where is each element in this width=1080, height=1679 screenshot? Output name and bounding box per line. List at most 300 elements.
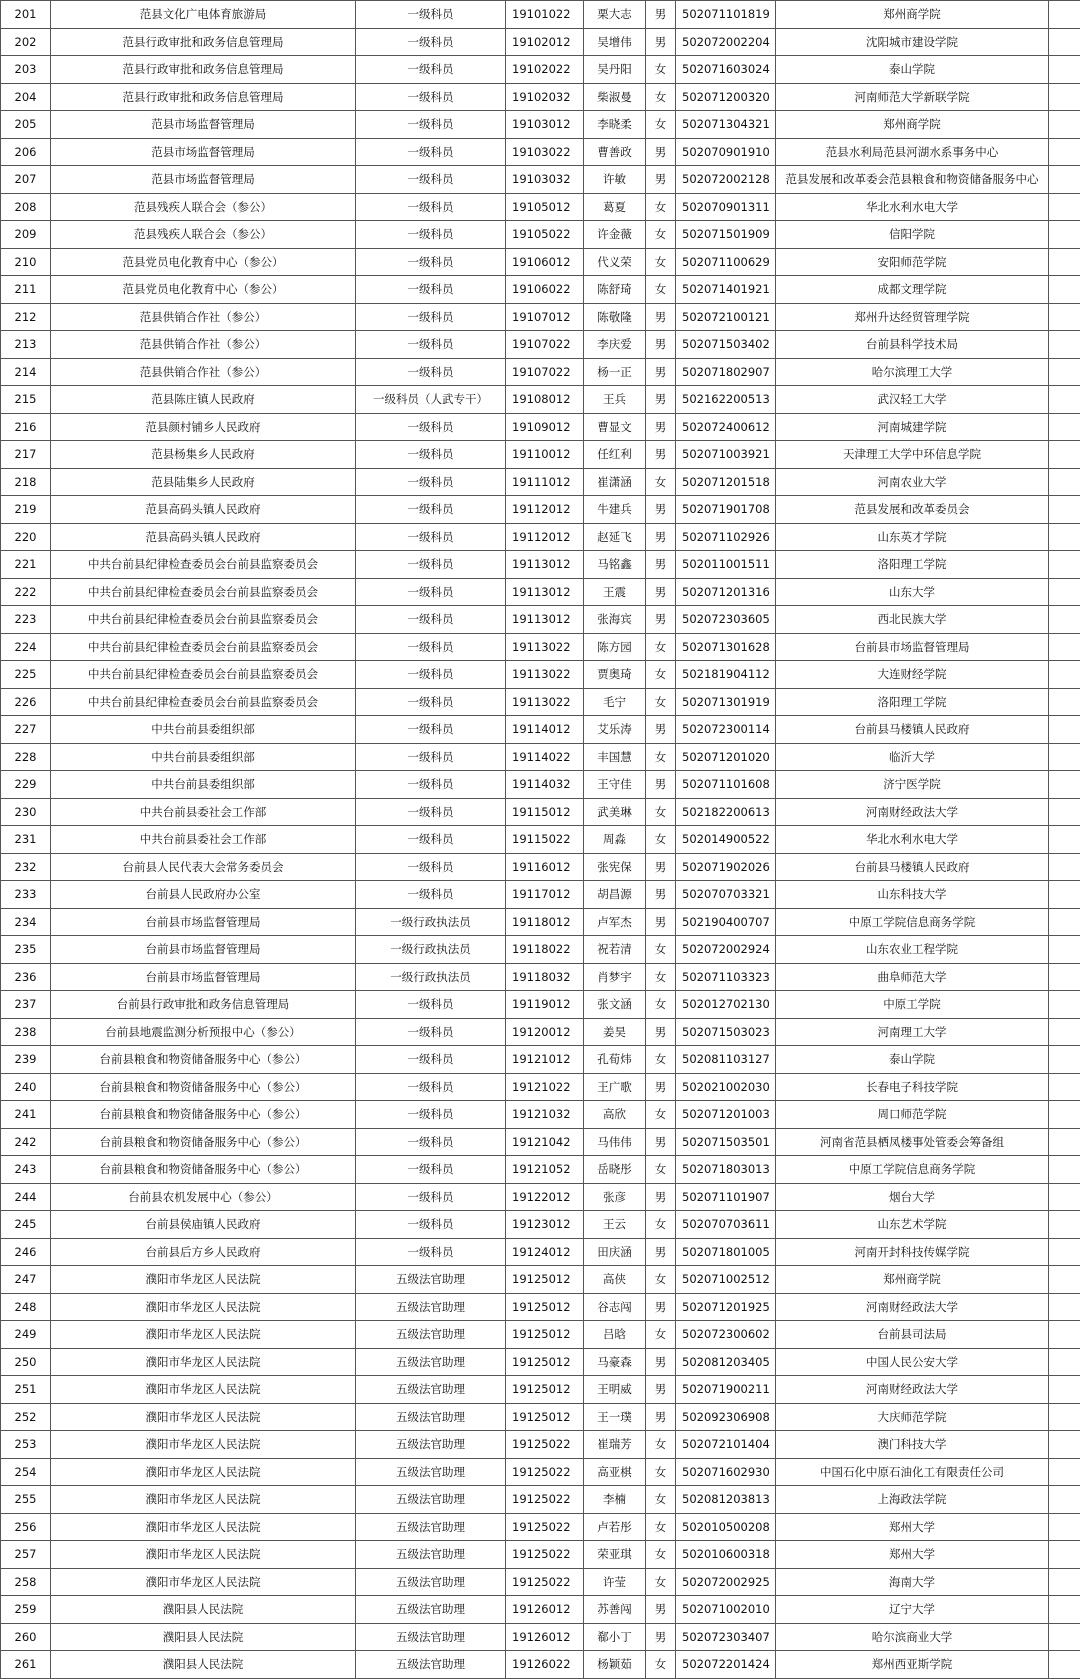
position-code-cell: 19121012 [506, 1046, 584, 1074]
work-school-cell: 郑州商学院 [776, 1266, 1049, 1294]
unit-cell: 濮阳市华龙区人民法院 [51, 1486, 356, 1514]
seq-cell: 233 [1, 881, 51, 909]
table-row [1, 606, 1080, 634]
ticket-number-cell: 502071003921 [676, 441, 776, 469]
ticket-number-cell: 502072300114 [676, 716, 776, 744]
ticket-number-cell: 502071101819 [676, 1, 776, 29]
position-code-cell: 19125022 [506, 1568, 584, 1596]
remark-cell [1049, 1348, 1080, 1376]
table-row [1, 83, 1080, 111]
unit-cell: 范县残疾人联合会（参公） [51, 221, 356, 249]
ticket-number-cell: 502071301919 [676, 688, 776, 716]
gender-cell: 男 [646, 166, 676, 194]
remark-cell [1049, 1101, 1080, 1129]
seq-cell: 241 [1, 1101, 51, 1129]
table-row [1, 1541, 1080, 1569]
work-school-cell: 洛阳理工学院 [776, 688, 1049, 716]
unit-cell: 范县陆集乡人民政府 [51, 468, 356, 496]
work-school-cell: 台前县科学技术局 [776, 331, 1049, 359]
gender-cell: 男 [646, 1128, 676, 1156]
table-row [1, 1321, 1080, 1349]
position-code-cell: 19105012 [506, 193, 584, 221]
ticket-number-cell: 502081203405 [676, 1348, 776, 1376]
work-school-cell: 海南大学 [776, 1568, 1049, 1596]
position-cell: 五级法官助理 [356, 1541, 506, 1569]
ticket-number-cell: 502071201020 [676, 743, 776, 771]
unit-cell: 濮阳县人民法院 [51, 1623, 356, 1651]
position-code-cell: 19118022 [506, 936, 584, 964]
gender-cell: 男 [646, 606, 676, 634]
unit-cell: 中共台前县委社会工作部 [51, 826, 356, 854]
candidate-name-cell: 葛夏 [584, 193, 646, 221]
gender-cell: 女 [646, 468, 676, 496]
remark-cell [1049, 716, 1080, 744]
table-row [1, 276, 1080, 304]
unit-cell: 台前县人民政府办公室 [51, 881, 356, 909]
position-cell: 一级科员 [356, 1238, 506, 1266]
gender-cell: 女 [646, 1651, 676, 1679]
seq-cell: 249 [1, 1321, 51, 1349]
work-school-cell: 天津理工大学中环信息学院 [776, 441, 1049, 469]
position-code-cell: 19126012 [506, 1596, 584, 1624]
work-school-cell: 大连财经学院 [776, 661, 1049, 689]
seq-cell: 230 [1, 798, 51, 826]
position-cell: 五级法官助理 [356, 1651, 506, 1679]
work-school-cell: 山东科技大学 [776, 881, 1049, 909]
unit-cell: 台前县粮食和物资储备服务中心（参公） [51, 1128, 356, 1156]
ticket-number-cell: 502010600318 [676, 1541, 776, 1569]
ticket-number-cell: 502072002925 [676, 1568, 776, 1596]
seq-cell: 214 [1, 358, 51, 386]
candidate-name-cell: 贾奥琦 [584, 661, 646, 689]
candidate-name-cell: 曹显文 [584, 413, 646, 441]
remark-cell [1049, 56, 1080, 84]
ticket-number-cell: 502072100121 [676, 303, 776, 331]
remark-cell [1049, 1596, 1080, 1624]
candidate-name-cell: 丰国慧 [584, 743, 646, 771]
position-code-cell: 19117012 [506, 881, 584, 909]
gender-cell: 女 [646, 633, 676, 661]
ticket-number-cell: 502071503402 [676, 331, 776, 359]
unit-cell: 中共台前县纪律检查委员会台前县监察委员会 [51, 551, 356, 579]
unit-cell: 范县高码头镇人民政府 [51, 523, 356, 551]
remark-cell [1049, 1211, 1080, 1239]
ticket-number-cell: 502081103127 [676, 1046, 776, 1074]
ticket-number-cell: 502072400612 [676, 413, 776, 441]
seq-cell: 235 [1, 936, 51, 964]
unit-cell: 范县供销合作社（参公） [51, 331, 356, 359]
remark-cell [1049, 276, 1080, 304]
ticket-number-cell: 502071900211 [676, 1376, 776, 1404]
table-row [1, 193, 1080, 221]
seq-cell: 201 [1, 1, 51, 29]
work-school-cell: 台前县司法局 [776, 1321, 1049, 1349]
work-school-cell: 西北民族大学 [776, 606, 1049, 634]
remark-cell [1049, 193, 1080, 221]
position-code-cell: 19126022 [506, 1651, 584, 1679]
work-school-cell: 郑州西亚斯学院 [776, 1651, 1049, 1679]
unit-cell: 濮阳市华龙区人民法院 [51, 1568, 356, 1596]
remark-cell [1049, 1541, 1080, 1569]
remark-cell [1049, 1568, 1080, 1596]
position-cell: 一级科员 [356, 221, 506, 249]
ticket-number-cell: 502071802907 [676, 358, 776, 386]
remark-cell [1049, 1403, 1080, 1431]
table-row [1, 1651, 1080, 1679]
unit-cell: 台前县粮食和物资储备服务中心（参公） [51, 1073, 356, 1101]
position-cell: 一级科员 [356, 661, 506, 689]
position-cell: 一级科员 [356, 276, 506, 304]
candidate-name-cell: 毛宁 [584, 688, 646, 716]
position-code-cell: 19102012 [506, 28, 584, 56]
table-row [1, 661, 1080, 689]
position-cell: 一级科员 [356, 358, 506, 386]
ticket-number-cell: 502021002030 [676, 1073, 776, 1101]
table-row [1, 578, 1080, 606]
work-school-cell: 台前县马楼镇人民政府 [776, 853, 1049, 881]
position-cell: 一级科员 [356, 1128, 506, 1156]
work-school-cell: 河南省范县栖凤楼事处管委会筹备组 [776, 1128, 1049, 1156]
seq-cell: 258 [1, 1568, 51, 1596]
unit-cell: 中共台前县委组织部 [51, 771, 356, 799]
position-cell: 一级科员 [356, 1156, 506, 1184]
remark-cell [1049, 1073, 1080, 1101]
table-row [1, 1266, 1080, 1294]
work-school-cell: 河南城建学院 [776, 413, 1049, 441]
ticket-number-cell: 502071803013 [676, 1156, 776, 1184]
remark-cell [1049, 441, 1080, 469]
position-cell: 一级科员 [356, 1211, 506, 1239]
unit-cell: 台前县市场监督管理局 [51, 908, 356, 936]
gender-cell: 男 [646, 908, 676, 936]
work-school-cell: 泰山学院 [776, 56, 1049, 84]
gender-cell: 男 [646, 496, 676, 524]
position-code-cell: 19114012 [506, 716, 584, 744]
position-code-cell: 19113012 [506, 551, 584, 579]
position-cell: 一级科员 [356, 1183, 506, 1211]
table-row [1, 1211, 1080, 1239]
gender-cell: 男 [646, 413, 676, 441]
ticket-number-cell: 502072303407 [676, 1623, 776, 1651]
remark-cell [1049, 771, 1080, 799]
gender-cell: 男 [646, 1183, 676, 1211]
unit-cell: 濮阳市华龙区人民法院 [51, 1541, 356, 1569]
gender-cell: 男 [646, 441, 676, 469]
work-school-cell: 郑州大学 [776, 1513, 1049, 1541]
unit-cell: 范县行政审批和政务信息管理局 [51, 83, 356, 111]
position-cell: 一级科员 [356, 28, 506, 56]
position-cell: 一级科员 [356, 413, 506, 441]
position-cell: 一级科员 [356, 468, 506, 496]
position-cell: 五级法官助理 [356, 1376, 506, 1404]
table-row [1, 386, 1080, 414]
table-row [1, 111, 1080, 139]
gender-cell: 男 [646, 386, 676, 414]
candidate-name-cell: 栗大志 [584, 1, 646, 29]
position-code-cell: 19101022 [506, 1, 584, 29]
position-code-cell: 19111012 [506, 468, 584, 496]
ticket-number-cell: 502071503501 [676, 1128, 776, 1156]
remark-cell [1049, 496, 1080, 524]
position-cell: 一级科员 [356, 826, 506, 854]
unit-cell: 范县文化广电体育旅游局 [51, 1, 356, 29]
candidate-name-cell: 任红利 [584, 441, 646, 469]
remark-cell [1049, 1321, 1080, 1349]
table-row [1, 1596, 1080, 1624]
position-code-cell: 19108012 [506, 386, 584, 414]
seq-cell: 212 [1, 303, 51, 331]
work-school-cell: 河南师范大学新联学院 [776, 83, 1049, 111]
position-cell: 一级科员 [356, 1073, 506, 1101]
remark-cell [1049, 1458, 1080, 1486]
position-code-cell: 19102032 [506, 83, 584, 111]
seq-cell: 232 [1, 853, 51, 881]
position-cell: 五级法官助理 [356, 1403, 506, 1431]
ticket-number-cell: 502092306908 [676, 1403, 776, 1431]
table-row [1, 688, 1080, 716]
unit-cell: 台前县后方乡人民政府 [51, 1238, 356, 1266]
work-school-cell: 烟台大学 [776, 1183, 1049, 1211]
ticket-number-cell: 502071002010 [676, 1596, 776, 1624]
table-row [1, 881, 1080, 909]
position-cell: 一级科员 [356, 716, 506, 744]
candidate-name-cell: 卢军杰 [584, 908, 646, 936]
ticket-number-cell: 502071902026 [676, 853, 776, 881]
unit-cell: 台前县市场监督管理局 [51, 936, 356, 964]
candidate-name-cell: 许莹 [584, 1568, 646, 1596]
remark-cell [1049, 221, 1080, 249]
work-school-cell: 临沂大学 [776, 743, 1049, 771]
ticket-number-cell: 502071002512 [676, 1266, 776, 1294]
table-row [1, 716, 1080, 744]
candidate-name-cell: 崔潇涵 [584, 468, 646, 496]
position-code-cell: 19123012 [506, 1211, 584, 1239]
remark-cell [1049, 963, 1080, 991]
unit-cell: 范县颜村铺乡人民政府 [51, 413, 356, 441]
seq-cell: 223 [1, 606, 51, 634]
candidate-name-cell: 郗小丁 [584, 1623, 646, 1651]
remark-cell [1049, 1266, 1080, 1294]
remark-cell [1049, 166, 1080, 194]
position-code-cell: 19125022 [506, 1541, 584, 1569]
unit-cell: 范县党员电化教育中心（参公） [51, 276, 356, 304]
remark-cell [1049, 688, 1080, 716]
seq-cell: 219 [1, 496, 51, 524]
position-cell: 五级法官助理 [356, 1266, 506, 1294]
remark-cell [1049, 936, 1080, 964]
work-school-cell: 山东英才学院 [776, 523, 1049, 551]
candidate-name-cell: 祝若清 [584, 936, 646, 964]
ticket-number-cell: 502071603024 [676, 56, 776, 84]
seq-cell: 209 [1, 221, 51, 249]
position-cell: 一级科员 [356, 248, 506, 276]
position-cell: 一级科员 [356, 1101, 506, 1129]
remark-cell [1049, 331, 1080, 359]
position-code-cell: 19107022 [506, 331, 584, 359]
position-cell: 五级法官助理 [356, 1348, 506, 1376]
ticket-number-cell: 502071200320 [676, 83, 776, 111]
position-cell: 一级科员（人武专干） [356, 386, 506, 414]
work-school-cell: 辽宁大学 [776, 1596, 1049, 1624]
remark-cell [1049, 798, 1080, 826]
position-cell: 一级科员 [356, 1, 506, 29]
table-row [1, 358, 1080, 386]
ticket-number-cell: 502071301628 [676, 633, 776, 661]
candidate-name-cell: 王兵 [584, 386, 646, 414]
position-code-cell: 19107022 [506, 358, 584, 386]
table-row [1, 908, 1080, 936]
unit-cell: 濮阳市华龙区人民法院 [51, 1266, 356, 1294]
table-row [1, 771, 1080, 799]
seq-cell: 231 [1, 826, 51, 854]
work-school-cell: 河南财经政法大学 [776, 1376, 1049, 1404]
unit-cell: 台前县侯庙镇人民政府 [51, 1211, 356, 1239]
ticket-number-cell: 502181904112 [676, 661, 776, 689]
gender-cell: 女 [646, 111, 676, 139]
position-cell: 一级科员 [356, 551, 506, 579]
seq-cell: 206 [1, 138, 51, 166]
position-cell: 一级科员 [356, 1046, 506, 1074]
candidate-name-cell: 杨一正 [584, 358, 646, 386]
unit-cell: 范县市场监督管理局 [51, 166, 356, 194]
gender-cell: 女 [646, 798, 676, 826]
seq-cell: 225 [1, 661, 51, 689]
remark-cell [1049, 1183, 1080, 1211]
candidate-name-cell: 代义荣 [584, 248, 646, 276]
position-code-cell: 19106022 [506, 276, 584, 304]
unit-cell: 台前县粮食和物资储备服务中心（参公） [51, 1046, 356, 1074]
table-row [1, 1486, 1080, 1514]
seq-cell: 227 [1, 716, 51, 744]
remark-cell [1049, 1486, 1080, 1514]
work-school-cell: 华北水利水电大学 [776, 193, 1049, 221]
work-school-cell: 范县发展和改革委员会 [776, 496, 1049, 524]
ticket-number-cell: 502162200513 [676, 386, 776, 414]
candidate-name-cell: 艾乐涛 [584, 716, 646, 744]
work-school-cell: 中原工学院信息商务学院 [776, 1156, 1049, 1184]
table-row [1, 1073, 1080, 1101]
seq-cell: 208 [1, 193, 51, 221]
seq-cell: 254 [1, 1458, 51, 1486]
position-cell: 五级法官助理 [356, 1431, 506, 1459]
work-school-cell: 上海政法学院 [776, 1486, 1049, 1514]
ticket-number-cell: 502070703321 [676, 881, 776, 909]
ticket-number-cell: 502011001511 [676, 551, 776, 579]
seq-cell: 244 [1, 1183, 51, 1211]
unit-cell: 中共台前县委组织部 [51, 716, 356, 744]
work-school-cell: 河南理工大学 [776, 1018, 1049, 1046]
ticket-number-cell: 502071201316 [676, 578, 776, 606]
table-row [1, 826, 1080, 854]
remark-cell [1049, 1431, 1080, 1459]
remark-cell [1049, 578, 1080, 606]
unit-cell: 台前县粮食和物资储备服务中心（参公） [51, 1101, 356, 1129]
position-code-cell: 19113022 [506, 633, 584, 661]
unit-cell: 范县行政审批和政务信息管理局 [51, 56, 356, 84]
candidate-name-cell: 许敏 [584, 166, 646, 194]
table-row [1, 743, 1080, 771]
position-code-cell: 19113022 [506, 688, 584, 716]
ticket-number-cell: 502072101404 [676, 1431, 776, 1459]
position-cell: 一级科员 [356, 743, 506, 771]
position-cell: 一级科员 [356, 441, 506, 469]
work-school-cell: 哈尔滨商业大学 [776, 1623, 1049, 1651]
ticket-number-cell: 502010500208 [676, 1513, 776, 1541]
candidate-name-cell: 吴丹阳 [584, 56, 646, 84]
work-school-cell: 中原工学院 [776, 991, 1049, 1019]
position-cell: 一级行政执法员 [356, 908, 506, 936]
unit-cell: 范县残疾人联合会（参公） [51, 193, 356, 221]
remark-cell [1049, 468, 1080, 496]
position-code-cell: 19121032 [506, 1101, 584, 1129]
position-code-cell: 19125012 [506, 1321, 584, 1349]
candidate-name-cell: 王云 [584, 1211, 646, 1239]
work-school-cell: 济宁医学院 [776, 771, 1049, 799]
position-code-cell: 19116012 [506, 853, 584, 881]
gender-cell: 男 [646, 551, 676, 579]
seq-cell: 253 [1, 1431, 51, 1459]
candidate-name-cell: 张彦 [584, 1183, 646, 1211]
position-code-cell: 19118012 [506, 908, 584, 936]
work-school-cell: 郑州商学院 [776, 1, 1049, 29]
position-code-cell: 19103012 [506, 111, 584, 139]
candidate-name-cell: 姜昊 [584, 1018, 646, 1046]
work-school-cell: 泰山学院 [776, 1046, 1049, 1074]
ticket-number-cell: 502072201424 [676, 1651, 776, 1679]
candidate-name-cell: 吕晗 [584, 1321, 646, 1349]
position-code-cell: 19125012 [506, 1266, 584, 1294]
ticket-number-cell: 502071801005 [676, 1238, 776, 1266]
remark-cell [1049, 303, 1080, 331]
position-cell: 一级科员 [356, 633, 506, 661]
candidate-name-cell: 谷志闯 [584, 1293, 646, 1321]
gender-cell: 女 [646, 248, 676, 276]
ticket-number-cell: 502071201925 [676, 1293, 776, 1321]
work-school-cell: 武汉轻工大学 [776, 386, 1049, 414]
position-code-cell: 19118032 [506, 963, 584, 991]
seq-cell: 257 [1, 1541, 51, 1569]
remark-cell [1049, 83, 1080, 111]
gender-cell: 女 [646, 743, 676, 771]
candidate-name-cell: 马铭鑫 [584, 551, 646, 579]
ticket-number-cell: 502014900522 [676, 826, 776, 854]
gender-cell: 男 [646, 1018, 676, 1046]
gender-cell: 男 [646, 1238, 676, 1266]
unit-cell: 台前县农机发展中心（参公） [51, 1183, 356, 1211]
ticket-number-cell: 502072002204 [676, 28, 776, 56]
candidate-name-cell: 胡昌源 [584, 881, 646, 909]
gender-cell: 男 [646, 1, 676, 29]
seq-cell: 250 [1, 1348, 51, 1376]
unit-cell: 中共台前县纪律检查委员会台前县监察委员会 [51, 606, 356, 634]
seq-cell: 245 [1, 1211, 51, 1239]
gender-cell: 女 [646, 193, 676, 221]
table-row [1, 468, 1080, 496]
ticket-number-cell: 502071102926 [676, 523, 776, 551]
gender-cell: 男 [646, 853, 676, 881]
candidate-name-cell: 岳晓彤 [584, 1156, 646, 1184]
position-code-cell: 19110012 [506, 441, 584, 469]
candidate-name-cell: 苏善闯 [584, 1596, 646, 1624]
unit-cell: 台前县行政审批和政务信息管理局 [51, 991, 356, 1019]
unit-cell: 中共台前县纪律检查委员会台前县监察委员会 [51, 688, 356, 716]
ticket-number-cell: 502071101608 [676, 771, 776, 799]
gender-cell: 男 [646, 358, 676, 386]
position-code-cell: 19105022 [506, 221, 584, 249]
position-cell: 一级科员 [356, 111, 506, 139]
unit-cell: 台前县粮食和物资储备服务中心（参公） [51, 1156, 356, 1184]
remark-cell [1049, 111, 1080, 139]
